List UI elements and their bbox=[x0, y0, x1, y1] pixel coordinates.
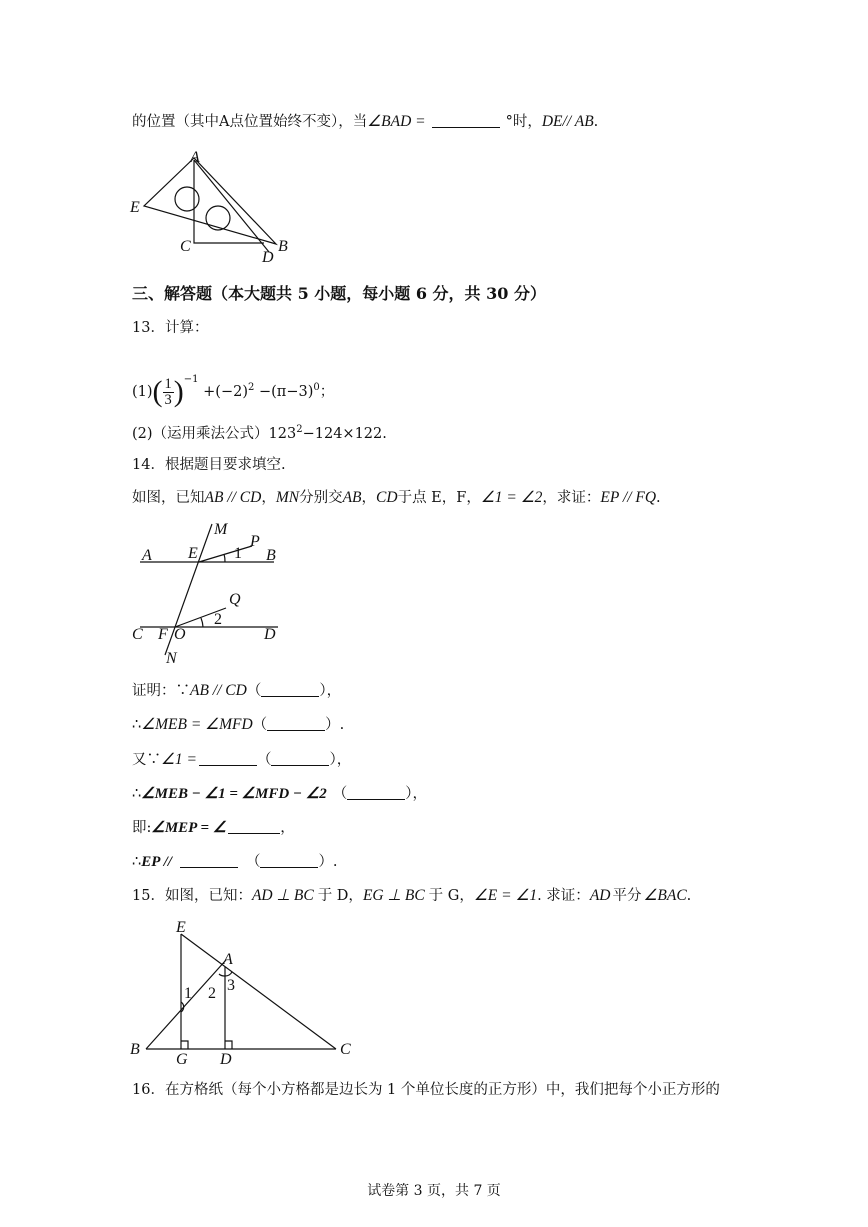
q14-blank-5[interactable] bbox=[347, 785, 405, 800]
q14-stmt-end: . bbox=[656, 490, 661, 506]
q14-proof-line6 bbox=[132, 852, 338, 872]
q14-proof-l2-b: ∠MEB = ∠MFD bbox=[141, 716, 253, 733]
q12-circle-2 bbox=[206, 206, 230, 230]
q12-angle: ∠BAD = bbox=[367, 113, 426, 130]
q14-proof-l3-d: ）， bbox=[329, 752, 352, 768]
q14-stmt-ab2: AB bbox=[342, 489, 362, 506]
q15-label-d: D bbox=[220, 1051, 232, 1068]
q13-p2-label: (2)（运用乘法公式） bbox=[132, 425, 269, 442]
q14-label-b: B bbox=[266, 547, 276, 564]
q15-label-g: G bbox=[176, 1051, 188, 1068]
q15-text-d: . 求证： bbox=[537, 888, 590, 904]
q14-proof-l4-c: （ bbox=[332, 786, 348, 802]
q14-line-mn bbox=[165, 524, 212, 655]
q14-proof-line2 bbox=[132, 715, 344, 735]
q14-stmt-ab: AB // CD bbox=[204, 489, 262, 506]
q14-stmt-d: ， bbox=[361, 490, 377, 506]
q14-proof-line5 bbox=[132, 818, 295, 838]
q13-title: 13．计算： bbox=[132, 320, 209, 336]
q12-line bbox=[132, 112, 598, 132]
q14-label-2: 2 bbox=[214, 611, 222, 628]
q14-proof-l6-a: ∴ bbox=[132, 854, 142, 870]
page-footer: 试卷第 3 页，共 7 页 bbox=[367, 1183, 501, 1199]
q14-proof-l4-a: ∴ bbox=[132, 786, 142, 802]
q15-right-angle-d bbox=[225, 1041, 232, 1049]
q14-blank-3[interactable] bbox=[199, 751, 257, 766]
q14-blank-6[interactable] bbox=[228, 819, 280, 834]
q15-label-2: 2 bbox=[208, 985, 216, 1002]
q14-blank-7[interactable] bbox=[180, 853, 238, 868]
q14-proof-l1-d: ）， bbox=[319, 683, 342, 699]
q15-label-a: A bbox=[223, 951, 233, 968]
q14-proof-l1-b: AB // CD bbox=[190, 682, 247, 699]
q14-label-c: C bbox=[132, 626, 143, 643]
q14-proof-l6-d: ）. bbox=[318, 854, 338, 870]
q14-arc-2 bbox=[201, 618, 203, 627]
q13-exp2: 2 bbox=[248, 382, 255, 394]
q12-label-b: B bbox=[278, 238, 288, 255]
q13-exp3: 0 bbox=[313, 382, 320, 394]
q15-arc-2 bbox=[219, 974, 225, 976]
q15-angle-eq: ∠E = ∠1 bbox=[473, 887, 538, 904]
q12-line-ad bbox=[194, 160, 269, 252]
q14-figure bbox=[128, 520, 288, 670]
q14-proof-l5-c: ， bbox=[280, 820, 295, 836]
q15-end: . bbox=[686, 888, 692, 904]
q14-label-f: F bbox=[158, 626, 168, 643]
q15-goal-bac: ∠BAC bbox=[643, 887, 687, 904]
q12-answer-blank[interactable] bbox=[432, 113, 500, 128]
q14-stmt-mn: MN bbox=[275, 489, 300, 506]
q12-text-a: 的位置（其中A点位置始终不变），当 bbox=[132, 114, 368, 130]
q14-proof-line4 bbox=[132, 784, 427, 804]
q14-statement bbox=[132, 488, 661, 508]
q13-part2 bbox=[132, 420, 387, 444]
q14-blank-4[interactable] bbox=[271, 751, 329, 766]
q13-p2-base: 123 bbox=[268, 425, 297, 442]
q14-label-n: N bbox=[166, 650, 177, 667]
q13-frac-num: 1 bbox=[164, 375, 172, 392]
q14-stmt-c: 分别交 bbox=[299, 490, 343, 506]
q14-label-p: P bbox=[250, 533, 260, 550]
q14-label-e: E bbox=[188, 545, 198, 562]
q13-fraction bbox=[163, 377, 174, 408]
q14-stmt-goal: EP // FQ bbox=[600, 489, 657, 506]
q14-proof-line1 bbox=[132, 681, 341, 701]
q14-proof-l2-a: ∴ bbox=[132, 717, 142, 733]
q12-result: DE// AB bbox=[541, 113, 594, 130]
q14-proof-l4-d: ）， bbox=[405, 786, 428, 802]
q14-proof-l1-c: （ bbox=[246, 683, 262, 699]
q13-exp1: −1 bbox=[183, 374, 199, 385]
q12-circle-1 bbox=[175, 187, 199, 211]
q14-title: 14．根据题目要求填空. bbox=[132, 457, 286, 473]
q13-p1-end: ； bbox=[319, 384, 335, 400]
q15-label-3: 3 bbox=[227, 977, 235, 994]
q14-stmt-angles: ∠1 = ∠2 bbox=[480, 489, 543, 506]
q14-blank-1[interactable] bbox=[261, 682, 319, 697]
q15-label-1: 1 bbox=[184, 985, 192, 1002]
q12-label-e: E bbox=[130, 199, 140, 216]
q14-proof-l4-b: ∠MEB − ∠1 = ∠MFD − ∠2 bbox=[141, 786, 327, 802]
q14-stmt-f: ，求证： bbox=[542, 490, 601, 506]
q12-triangle-aeb bbox=[144, 158, 276, 244]
q15-eg-bc: EG ⊥ BC bbox=[362, 887, 425, 904]
q13-p2-end: . bbox=[382, 425, 387, 442]
q14-proof-l2-c: （ bbox=[252, 717, 268, 733]
q12-text-b: °时， bbox=[505, 114, 542, 130]
q14-label-1: 1 bbox=[234, 545, 242, 562]
q14-label-a: A bbox=[142, 547, 152, 564]
q14-blank-8[interactable] bbox=[260, 853, 318, 868]
q15-text-a: 15．如图，已知： bbox=[132, 888, 252, 904]
q14-label-d: D bbox=[264, 626, 276, 643]
q12-end: . bbox=[593, 114, 599, 130]
q14-proof-l6-b: EP // bbox=[141, 854, 172, 870]
q14-stmt-a: 如图，已知 bbox=[132, 490, 205, 506]
q16-text: 16．在方格纸（每个小方格都是边长为 1 个单位长度的正方形）中，我们把每个小正方形的 bbox=[132, 1082, 720, 1098]
section3-heading: 三、解答题（本大题共 5 小题，每小题 6 分，共 30 分） bbox=[132, 284, 546, 303]
q12-label-a: A bbox=[190, 149, 200, 166]
q15-right-angle-g bbox=[181, 1041, 188, 1049]
q14-proof-l3-c: （ bbox=[256, 752, 272, 768]
q15-label-b: B bbox=[130, 1041, 140, 1058]
q14-proof-line3 bbox=[132, 750, 351, 770]
q14-label-m: M bbox=[214, 521, 228, 538]
q13-p2-rest: −124×122 bbox=[302, 425, 383, 442]
q14-proof-l5-b: ∠MEP = ∠ bbox=[151, 820, 227, 836]
q14-proof-l3-a: 又∵ bbox=[132, 752, 161, 768]
q15-text-e: 平分 bbox=[612, 888, 642, 904]
q14-proof-l6-c: （ bbox=[245, 854, 261, 870]
q14-label-q: Q bbox=[229, 591, 241, 608]
q14-stmt-b: ， bbox=[261, 490, 276, 506]
q14-stmt-e: 于点 E，F， bbox=[397, 490, 481, 506]
q13-frac-den: 3 bbox=[164, 391, 172, 408]
q15-label-e: E bbox=[176, 919, 186, 936]
q14-label-o: O bbox=[174, 626, 186, 643]
q14-arc-1 bbox=[224, 554, 225, 562]
q15-text-b: 于 D， bbox=[317, 888, 363, 904]
q14-proof-l2-d: ）. bbox=[325, 717, 345, 733]
q15-figure bbox=[128, 918, 358, 1068]
q15-statement bbox=[132, 886, 691, 906]
q13-part1: (1)( $\frac{1}{3}$ )$^{-1} +(-2)^2 -(\pi-3)^0$； bbox=[132, 374, 335, 408]
q15-label-c: C bbox=[340, 1041, 351, 1058]
q14-blank-2[interactable] bbox=[267, 716, 325, 731]
q12-label-d: D bbox=[262, 249, 274, 266]
q15-ad-bc: AD ⊥ BC bbox=[251, 887, 314, 904]
q15-arc-3 bbox=[225, 972, 232, 976]
q13-p1-label: (1) bbox=[132, 384, 153, 400]
q14-proof-l5-a: 即: bbox=[132, 820, 152, 836]
q13-p1-minus: −(π−3) bbox=[258, 384, 314, 400]
q15-text-c: 于 G， bbox=[428, 888, 474, 904]
q15-line-ba bbox=[146, 960, 226, 1049]
q14-proof-l1-a: 证明：∵ bbox=[132, 683, 190, 699]
q13-p2-exp: 2 bbox=[296, 424, 303, 435]
q13-p1-mid: +(−2) bbox=[203, 384, 248, 400]
q12-label-c: C bbox=[180, 238, 191, 255]
q14-stmt-cd: CD bbox=[376, 489, 398, 506]
q12-figure bbox=[128, 148, 298, 268]
q14-proof-l3-b: ∠1 = bbox=[161, 751, 197, 768]
q15-line-ec bbox=[181, 934, 336, 1049]
q15-goal-ad: AD bbox=[589, 887, 611, 904]
